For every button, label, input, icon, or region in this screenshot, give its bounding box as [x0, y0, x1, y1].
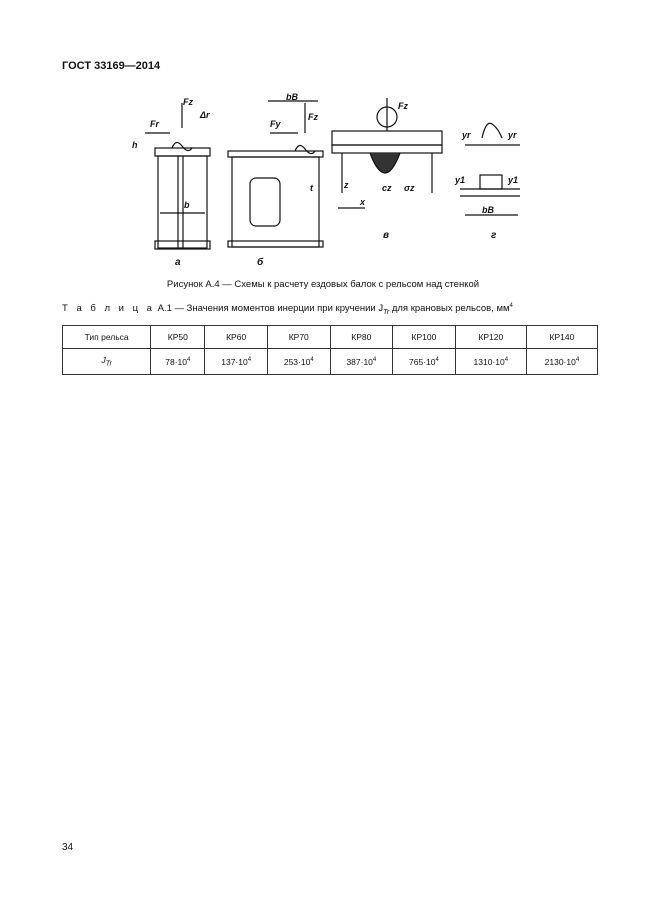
value-cell: $137\cdot 10^4$	[205, 349, 268, 375]
label-yr-left: yr	[462, 130, 471, 140]
label-t-b: t	[310, 183, 313, 193]
label-sz-v: σz	[404, 183, 415, 193]
label-x-v: x	[360, 197, 366, 207]
table-word: Т а б л и ц а	[62, 303, 155, 315]
header-rail-type: Тип рельса	[63, 326, 151, 349]
figure-label-v: в	[383, 230, 390, 241]
figure-label-b: б	[257, 257, 264, 268]
table-header-row	[63, 326, 598, 349]
figure-label-a: а	[175, 257, 181, 268]
value-cell: $765\cdot 10^4$	[393, 349, 456, 375]
value-cell: $253\cdot 10^4$	[267, 349, 330, 375]
label-y1-left: y1	[455, 175, 466, 185]
label-delta-a: Δr	[200, 110, 210, 120]
label-fz-b: Fz	[308, 112, 318, 122]
value-cell: $387\cdot 10^4$	[330, 349, 393, 375]
label-fz-v: Fz	[398, 101, 408, 111]
header-cell: КР80	[330, 326, 393, 349]
document-header: ГОСТ 33169—2014	[62, 60, 161, 72]
figure-caption: Рисунок А.4 — Схемы к расчету ездовых балок с рельсом над стенкой	[166, 279, 480, 290]
header-cell: КР140	[526, 326, 597, 349]
beam-diagram-figure	[120, 93, 520, 273]
inertia-table	[62, 325, 598, 375]
label-cz-v: cz	[382, 183, 392, 193]
header-cell: КР100	[393, 326, 456, 349]
header-cell: КР60	[205, 326, 268, 349]
table-values-row	[63, 349, 598, 375]
figure-label-g: г	[491, 230, 497, 241]
label-y1-right: y1	[508, 175, 519, 185]
label-bb-g: bB	[482, 205, 494, 215]
label-fz-a: Fz	[183, 97, 193, 107]
table-title-text: А.1 — Значения моментов инерции при кручении J	[157, 303, 384, 315]
page-number: 34	[62, 842, 74, 853]
table-title	[62, 303, 513, 316]
value-cell: $78\cdot 10^4$	[151, 349, 205, 375]
label-z-v: z	[344, 180, 349, 190]
header-cell: КР50	[151, 326, 205, 349]
label-yr-right: yr	[508, 130, 517, 140]
label-bb-b: bB	[286, 93, 298, 102]
value-cell: $1310\cdot 10^4$	[455, 349, 526, 375]
label-fr-a: Fr	[150, 119, 159, 129]
table-title-tail: для крановых рельсов, мм	[389, 303, 510, 315]
label-h-a: h	[132, 140, 138, 150]
label-b-a: b	[184, 200, 190, 210]
header-cell: КР70	[267, 326, 330, 349]
table-title-sup: 4	[509, 303, 513, 309]
table-title-sub: Tr	[383, 309, 390, 317]
row-label: $J_{Tr}$	[63, 349, 151, 375]
label-fy-b: Fy	[270, 119, 281, 129]
value-cell: $2130\cdot 10^4$	[526, 349, 597, 375]
header-cell: КР120	[455, 326, 526, 349]
